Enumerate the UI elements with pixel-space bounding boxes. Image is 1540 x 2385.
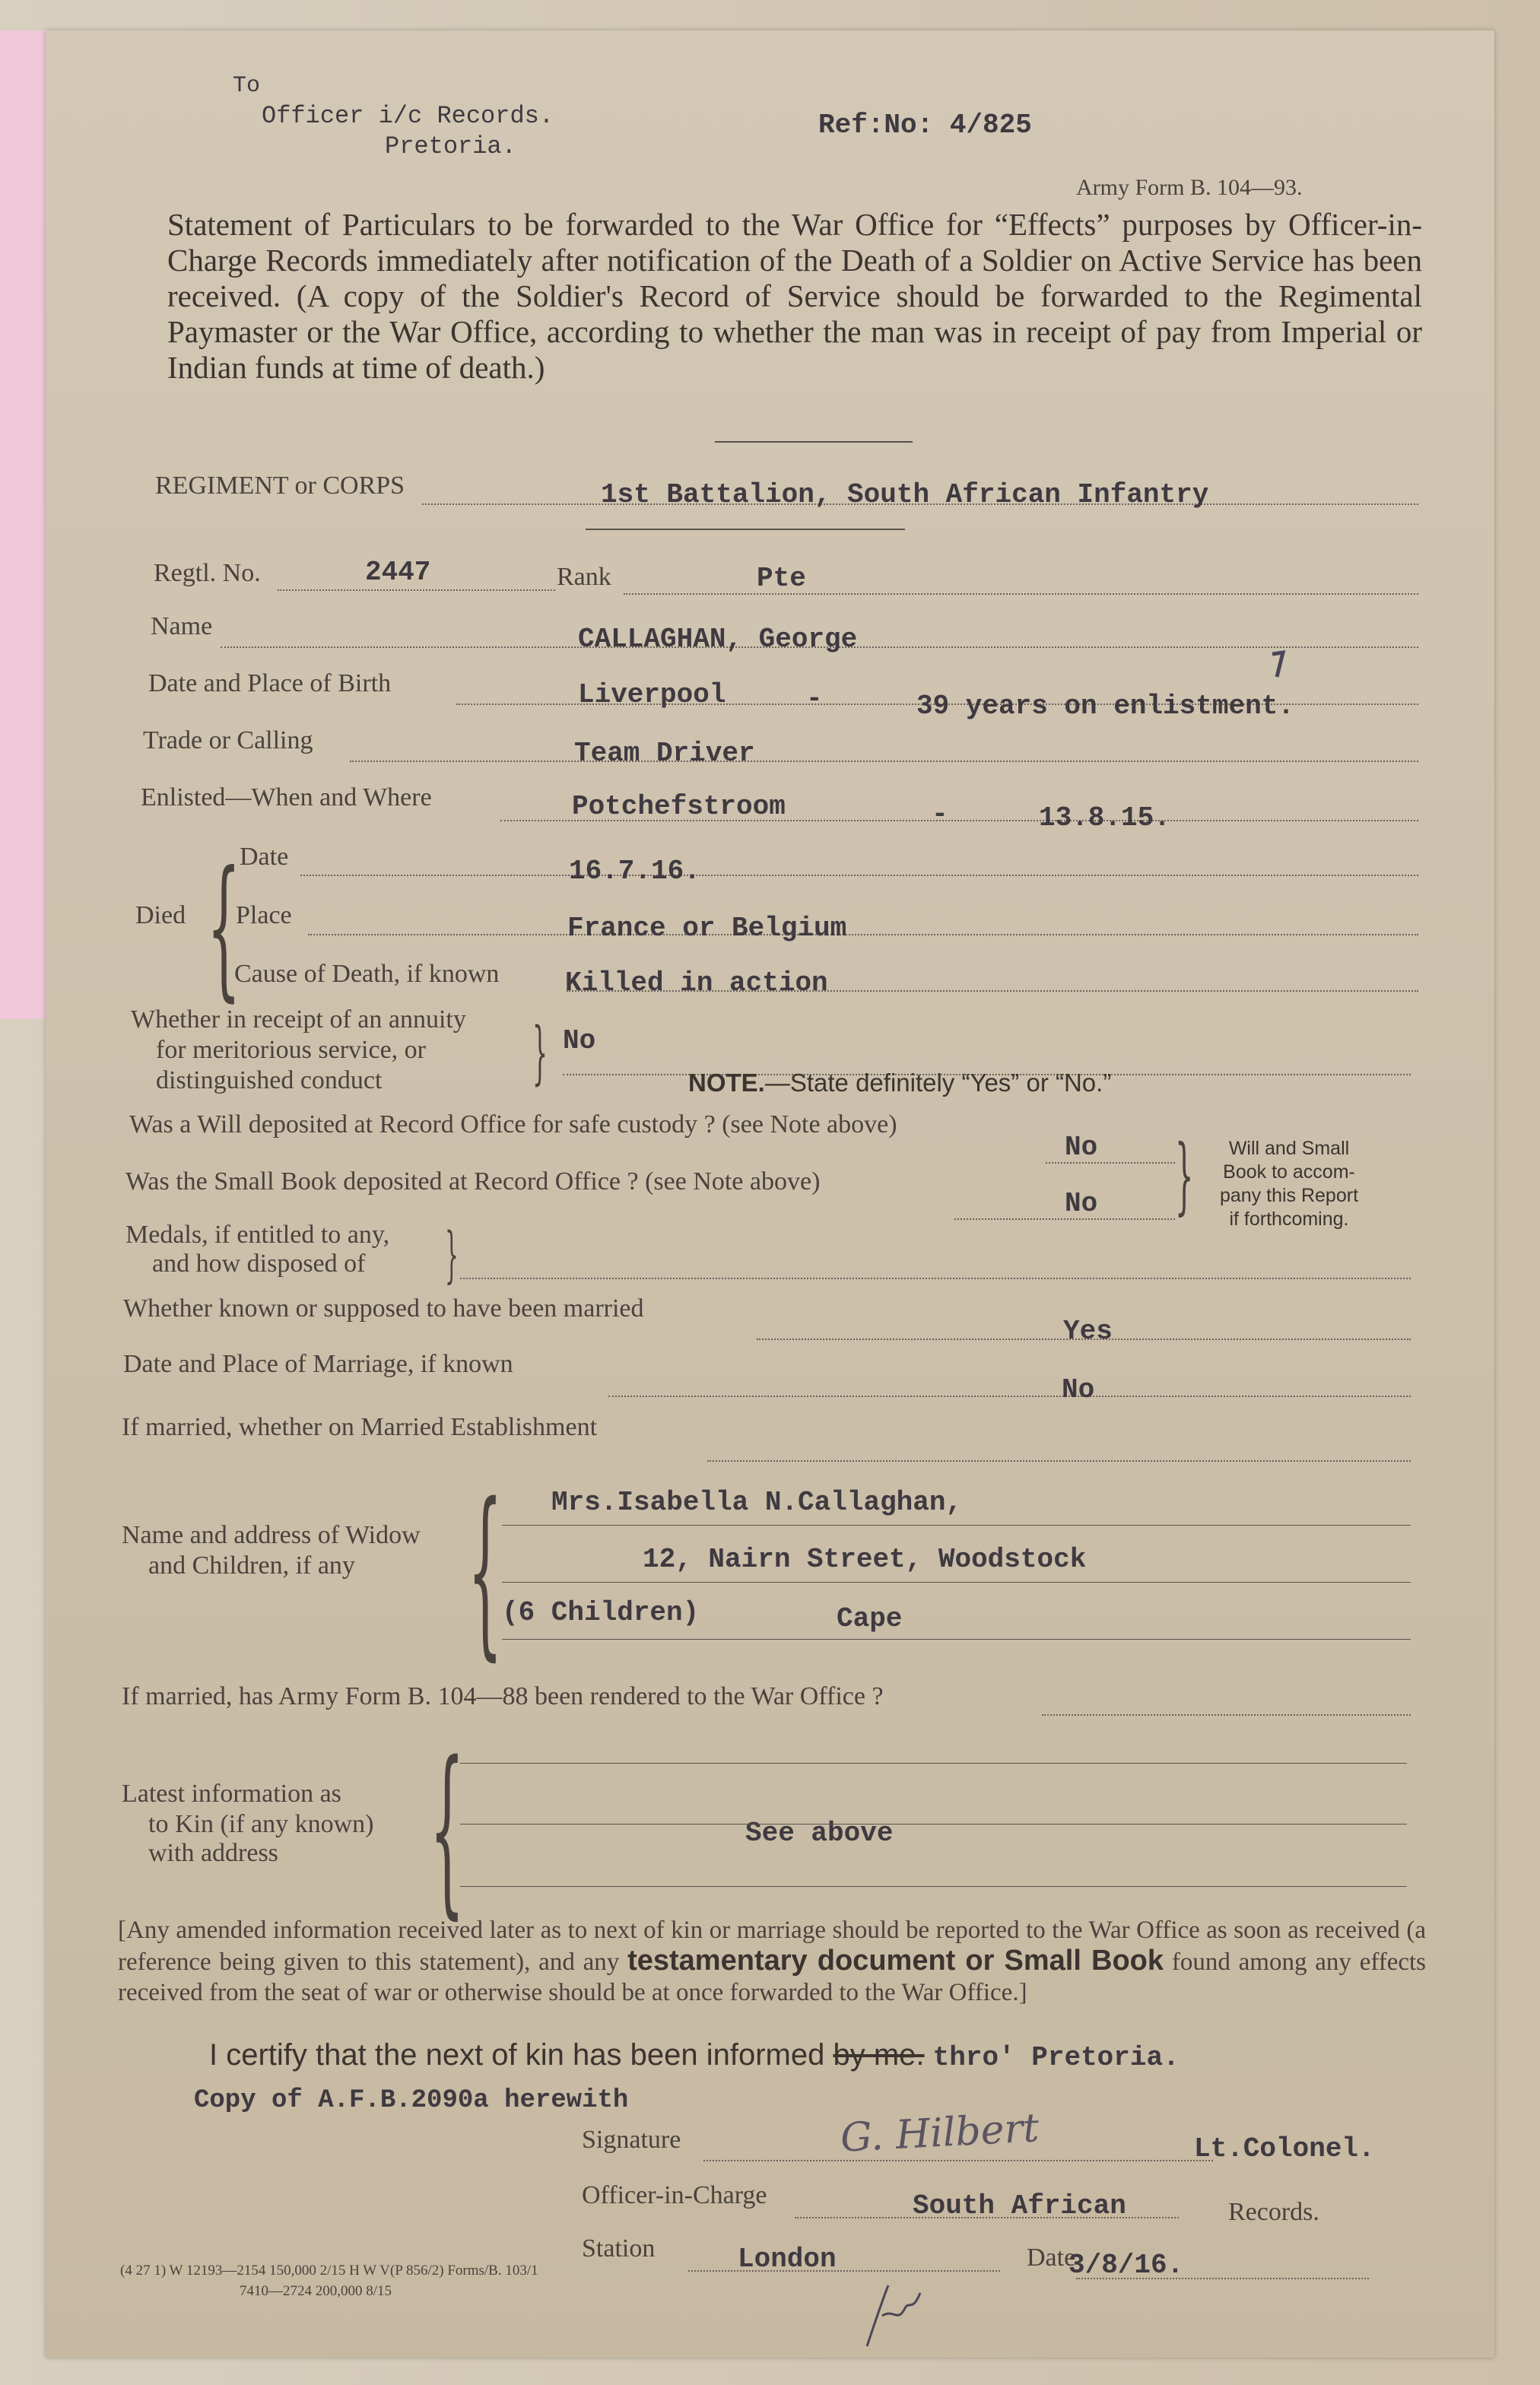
medals-brace: }	[445, 1219, 459, 1290]
birth-place-value: Liverpool	[578, 679, 726, 710]
died-date-label: Date	[240, 843, 289, 871]
annuity-label-1: Whether in receipt of an annuity	[131, 1005, 466, 1034]
footer-para-1: [Any amended information received later as to next of kin or marriage should be reported to the War Office as soon as received (a reference being given to this statement), and any	[118, 1917, 1426, 1976]
kin-label-2: to Kin (if any known)	[148, 1810, 374, 1838]
married-value: Yes	[1063, 1316, 1113, 1347]
smallbook-label: Was the Small Book deposited at Record Office ? (see Note above)	[125, 1167, 821, 1196]
reference-number: Ref:No: 4/825	[818, 110, 1032, 141]
print-code-2: 7410—2724 200,000 8/15	[240, 2283, 392, 2299]
kin-label-1: Latest information as	[122, 1780, 341, 1808]
died-place-label: Place	[236, 901, 292, 929]
signature-label: Signature	[582, 2126, 681, 2154]
certify-text: I certify that the next of kin has been informed	[209, 2038, 825, 2072]
kin-value: See above	[745, 1818, 894, 1849]
rank-rule	[624, 593, 1418, 595]
trade-value: Team Driver	[574, 738, 755, 769]
enlisted-place-value: Potchefstroom	[572, 791, 786, 822]
widow-line-1: Mrs.Isabella N.Callaghan,	[551, 1487, 963, 1518]
died-place-rule	[308, 934, 1418, 935]
divider	[715, 441, 913, 443]
note-text: —State definitely “Yes” or “No.”	[764, 1069, 1112, 1097]
will-value: No	[1065, 1132, 1098, 1163]
will-label: Was a Will deposited at Record Office for safe custody ? (see Note above)	[129, 1110, 897, 1139]
marriage-date-value: No	[1062, 1374, 1095, 1405]
widow-label-1: Name and address of Widow	[122, 1521, 421, 1549]
widow-line-3b: Cape	[837, 1603, 903, 1634]
date-value: 3/8/16.	[1068, 2250, 1184, 2281]
initials-mark	[852, 2278, 943, 2354]
army-form-number: Army Form B. 104—93.	[1076, 175, 1303, 200]
marriage-date-rule	[608, 1396, 1411, 1397]
officer-line: Officer i/c Records.	[262, 102, 554, 130]
smallbook-value: No	[1065, 1188, 1098, 1219]
place-line: Pretoria.	[385, 132, 516, 160]
regtl-no-rule	[278, 589, 555, 591]
station-rule	[688, 2270, 1000, 2272]
station-label: Station	[582, 2234, 656, 2263]
footer-para-bold: testamentary document or Small Book	[627, 1945, 1164, 1977]
officer-label: Officer-in-Charge	[582, 2181, 767, 2209]
medals-rule	[460, 1278, 1411, 1279]
tick-mark	[1266, 646, 1289, 684]
officer-value: South African	[913, 2190, 1126, 2221]
died-place-value: France or Belgium	[567, 913, 847, 944]
signature-rank: Lt.Colonel.	[1194, 2133, 1375, 2164]
birth-label: Date and Place of Birth	[148, 669, 392, 697]
annuity-brace: }	[532, 1013, 548, 1093]
certify-typed: thro' Pretoria.	[932, 2042, 1180, 2073]
enlisted-date-value: 13.8.15.	[1039, 802, 1170, 834]
side-note-line-1: Will and Small	[1228, 1138, 1350, 1159]
kin-brace: {	[430, 1723, 465, 1936]
kin-rule-1	[460, 1763, 1407, 1764]
birth-dash: -	[806, 683, 823, 714]
kin-rule-3	[460, 1886, 1407, 1887]
medals-label-2: and how disposed of	[152, 1250, 366, 1278]
annuity-label-3: distinguished conduct	[156, 1066, 383, 1094]
side-note-brace: }	[1175, 1126, 1194, 1224]
certify-struck: by me.	[833, 2038, 925, 2072]
side-note-line-4: if forthcoming.	[1229, 1208, 1349, 1230]
side-note-line-2: Book to accom-	[1223, 1161, 1355, 1183]
print-code-1: (4 27 1) W 12193—2154 150,000 2/15 H W V(P 856/2) Forms/B. 103/1	[120, 2263, 538, 2279]
cause-label: Cause of Death, if known	[234, 960, 500, 988]
died-date-rule	[300, 875, 1418, 876]
widow-line-2: 12, Nairn Street, Woodstock	[643, 1544, 1087, 1575]
enlisted-label: Enlisted—When and Where	[141, 783, 432, 811]
married-label: Whether known or supposed to have been married	[123, 1294, 644, 1323]
trade-rule	[350, 761, 1418, 762]
name-label: Name	[151, 612, 213, 640]
note-bold: NOTE.	[688, 1069, 765, 1097]
side-note	[1213, 1137, 1365, 1231]
records-label: Records.	[1228, 2198, 1319, 2226]
name-value: CALLAGHAN, George	[578, 624, 858, 655]
signature-rule	[703, 2160, 1213, 2161]
regtl-no-value: 2447	[365, 557, 431, 588]
birth-age-value: 39 years on enlistment.	[916, 691, 1294, 722]
widow-rule-3	[502, 1639, 1411, 1640]
died-brace: {	[207, 839, 241, 1016]
died-label: Died	[135, 901, 186, 929]
medals-label-1: Medals, if entitled to any,	[125, 1221, 390, 1249]
regiment-underline	[586, 529, 905, 530]
rank-value: Pte	[757, 563, 806, 594]
footer-para-2: found among any effects received from the seat of war or otherwise should be at once forwarded to the War Office.]	[118, 1948, 1427, 2006]
establishment-rule	[707, 1460, 1411, 1462]
enlisted-dash: -	[932, 799, 948, 830]
certify-line	[209, 2038, 1180, 2073]
form-b104-label: If married, has Army Form B. 104—88 been rendered to the War Office ?	[122, 1682, 884, 1710]
trade-label: Trade or Calling	[143, 726, 313, 754]
signature-handwritten: G. Hilbert	[839, 2105, 1040, 2161]
side-note-line-3: pany this Report	[1219, 1185, 1359, 1206]
form-b104-rule	[1042, 1714, 1411, 1716]
regiment-label: REGIMENT or CORPS	[155, 472, 405, 500]
intro-statement: Statement of Particulars to be forwarded to the War Office for “Effects” purposes by Officer-in-Charge Records immediately after notification of the Death of a Soldier on Active Service has been received. (A copy of the Soldier's Record of Service should be forwarded to the Regimental Paymaster or the War Office, according to whether the man was in receipt of pay from Imperial or Indian funds at time of death.)	[167, 207, 1422, 385]
annuity-label-2: for meritorious service, or	[156, 1036, 426, 1064]
widow-label-2: and Children, if any	[148, 1551, 355, 1580]
station-value: London	[738, 2244, 837, 2275]
widow-brace: {	[468, 1464, 503, 1677]
annuity-value: No	[563, 1025, 596, 1056]
kin-label-3: with address	[148, 1839, 278, 1867]
cause-value: Killed in action	[565, 967, 828, 999]
widow-rule-2	[502, 1582, 1411, 1583]
to-label: To	[233, 73, 261, 99]
footer-paragraph	[118, 1915, 1426, 2008]
marriage-date-label: Date and Place of Marriage, if known	[123, 1350, 513, 1378]
regtl-no-label: Regtl. No.	[154, 559, 261, 587]
date-label: Date	[1027, 2244, 1076, 2272]
establishment-label: If married, whether on Married Establishment	[122, 1413, 598, 1441]
widow-line-3a: (6 Children)	[502, 1597, 700, 1628]
widow-rule-1	[502, 1525, 1411, 1526]
died-date-value: 16.7.16.	[569, 856, 700, 887]
rank-label: Rank	[557, 563, 611, 591]
note	[688, 1069, 1111, 1098]
copy-note: Copy of A.F.B.2090a herewith	[194, 2086, 629, 2115]
army-form-document	[46, 30, 1494, 2358]
regiment-value: 1st Battalion, South African Infantry	[601, 479, 1209, 510]
